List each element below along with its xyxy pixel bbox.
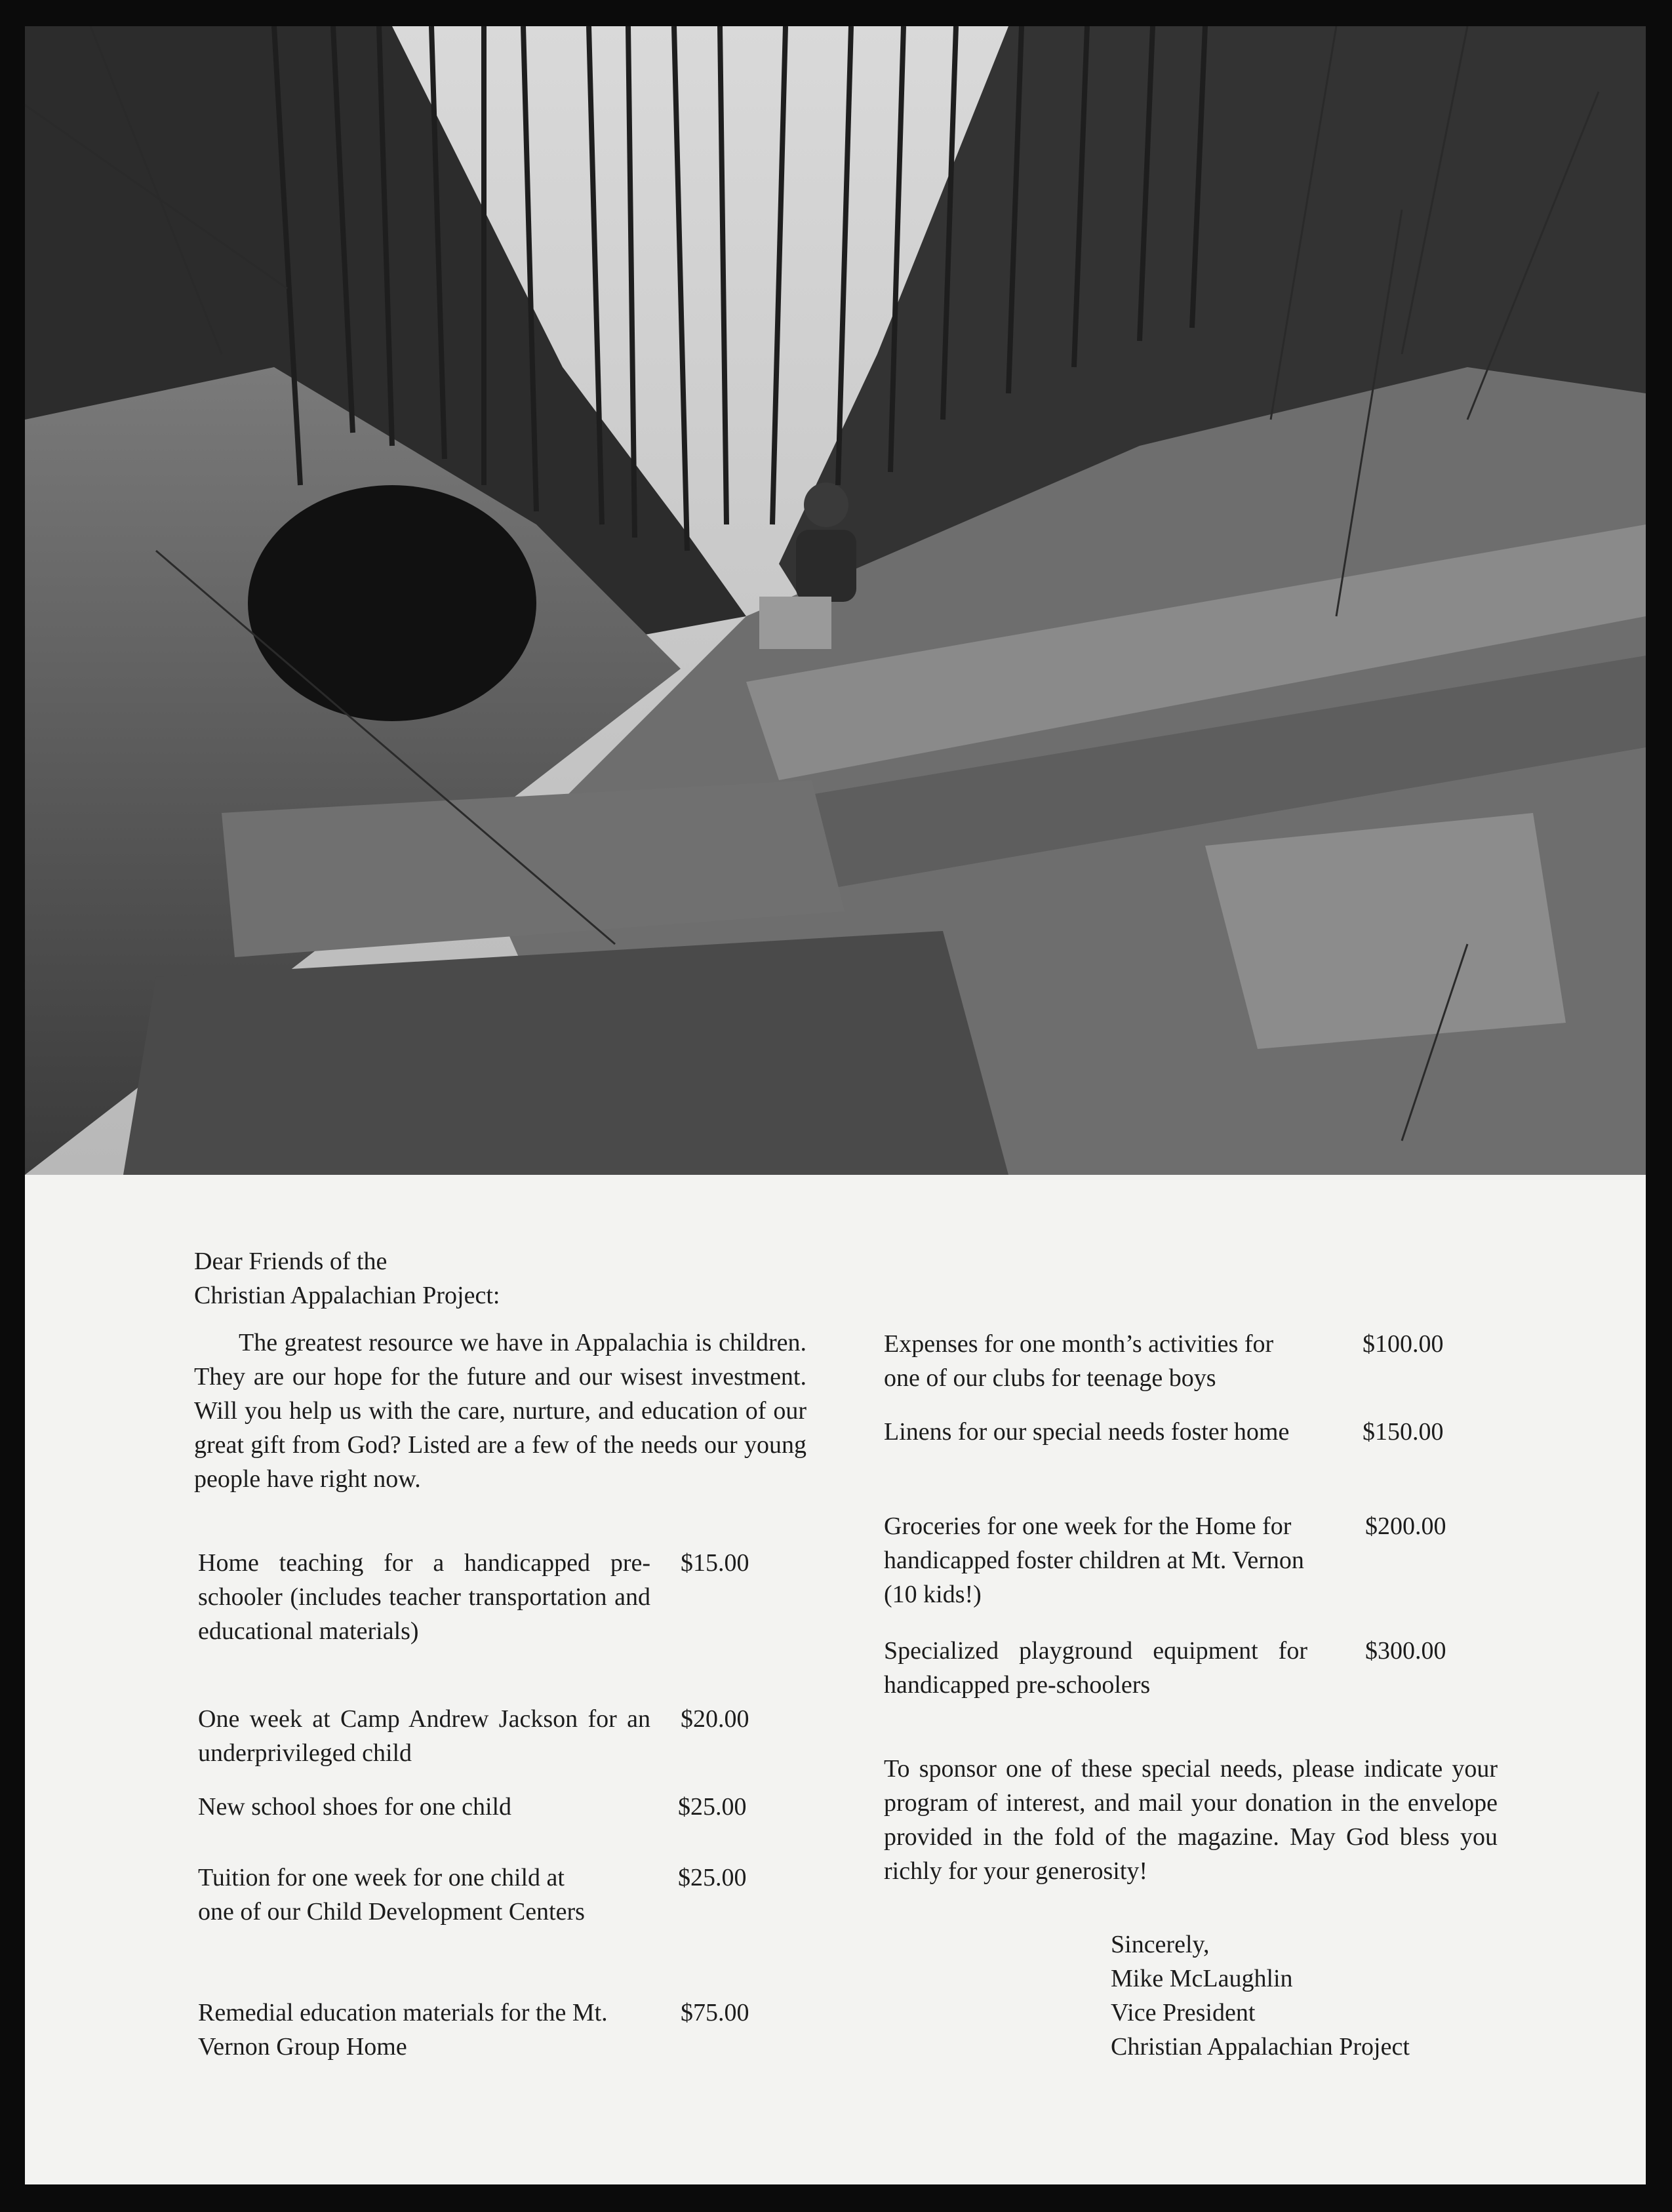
forest-ravine-photo: [25, 26, 1646, 1175]
need-description: New school shoes for one child: [198, 1793, 512, 1821]
magazine-page: [25, 26, 1646, 2184]
need-description: Home teaching for a handicapped pre-schooler (includes teacher transportation and educational materials): [198, 1549, 650, 1645]
need-amount: $150.00: [1363, 1418, 1444, 1446]
intro-paragraph: The greatest resource we have in Appalachia is children. They are our hope for the future and our wisest investment. Will you help us with the care, nurture, and education of our great gift from God? Listed are a few of the needs our young people have right now.: [194, 1329, 806, 1493]
closing-paragraph: To sponsor one of these special needs, please indicate your program of interest, and mail your donation in the envelope provided in the fold of the magazine. May God bless you richly for your generosity!: [884, 1755, 1498, 1885]
signature-block: [1111, 1927, 1609, 2064]
need-description: Expenses for one month’s activities for one of our clubs for teenage boys: [884, 1330, 1274, 1392]
need-amount: $100.00: [1363, 1330, 1444, 1358]
need-amount: $200.00: [1365, 1512, 1446, 1540]
need-description: Tuition for one week for one child at one of our Child Development Centers: [198, 1864, 585, 1926]
signoff: Sincerely,: [1111, 1931, 1210, 1958]
need-amount: $300.00: [1365, 1637, 1446, 1665]
need-description: One week at Camp Andrew Jackson for an underprivileged child: [198, 1705, 650, 1767]
salutation: [194, 1244, 850, 1313]
need-amount: $25.00: [678, 1864, 747, 1891]
need-description: Groceries for one week for the Home for handicapped foster children at Mt. Vernon (10 kids!): [884, 1512, 1304, 1608]
need-amount: $75.00: [681, 1999, 749, 2026]
need-description: Specialized playground equipment for handicapped pre-schoolers: [884, 1637, 1307, 1699]
need-amount: $25.00: [678, 1793, 747, 1821]
need-description: Remedial education materials for the Mt. Vernon Group Home: [198, 1999, 608, 2061]
salutation-line: Dear Friends of the: [194, 1248, 388, 1275]
need-amount: $20.00: [681, 1705, 749, 1733]
need-amount: $15.00: [681, 1549, 749, 1577]
salutation-line: Christian Appalachian Project:: [194, 1282, 500, 1309]
signer-title: Vice President: [1111, 1999, 1256, 2026]
signer-organization: Christian Appalachian Project: [1111, 2033, 1410, 2061]
need-description: Linens for our special needs foster home: [884, 1418, 1290, 1446]
signer-name: Mike McLaughlin: [1111, 1965, 1293, 1992]
